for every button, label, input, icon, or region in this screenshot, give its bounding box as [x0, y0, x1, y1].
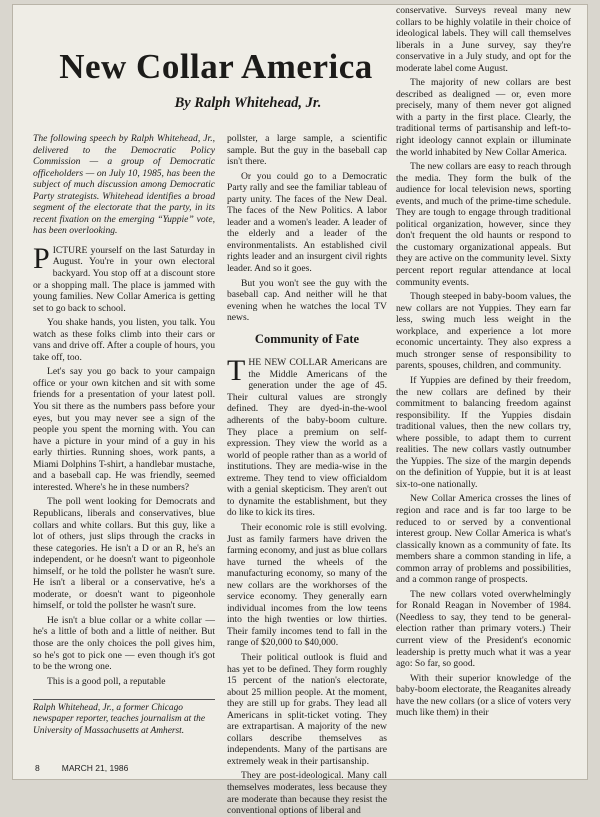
column-1	[33, 133, 215, 687]
paragraph: Their political outlook is fluid and has yet to be defined. They form roughly 15 percent of the nation's electorate, about 25 million people. At the moment, they are still up for grabs. They lead all Americans in split-ticket voting. They are extrapartisan. A majority of the new collars describe themselves as independents. Many of the partisans are extremely weak in their partisanship.	[227, 651, 387, 767]
paragraph: The new collars are easy to reach through the media. They form the bulk of the audience for local television news, sporting events, and much of the prime-time schedule. They are tough to engage through traditional political organization, however, since they don't frequent the old haunts or respond to the customary organizational appeals. But they are active on the community level. Sixty percent report regular attendance at local community events.	[396, 161, 571, 288]
article-byline: By Ralph Whitehead, Jr.	[174, 95, 322, 111]
paragraph: New Collar America crosses the lines of region and race and is far too large to be reduced to or served by a conventional interest group. New Collar America is what's classically known as a community of fate. Its members share a common standing in life, a common array of problems and possibilities, and a common range of prospects.	[396, 493, 571, 586]
paragraph: The new collars voted overwhelmingly for Ronald Reagan in November of 1984. (Needless to say, they tend to be general-election rather than primary voters.) Their current view of the President's economic leadership is pretty much what it was a year ago: So far, so good.	[396, 588, 571, 670]
article-title: New Collar America	[59, 47, 373, 86]
paragraph: Let's say you go back to your campaign office or your own kitchen and sit with some friends for a presentation of your latest poll. You sit there as the numbers pass before your eyes, but you may never see a sign of the people you spent the morning with. You can have a picture in your mind of a guy in his early thirties. Running shoes, work pants, a Miami Dolphins T-shirt, a handlebar mustache, and a baseball cap. He was friendly, seemed interested. Where's he in these numbers?	[33, 366, 215, 493]
paragraph: If Yuppies are defined by their freedom, the new collars are defined by their commitment to balancing freedom against responsibility. If the Yuppies disdain traditional values, then the new collars try, where possible, to adapt them to current realities. The new collars vastly outnumber the Yuppies. The size of the margin depends on the definition of Yuppie, but it is at least six-to-one nationally.	[396, 374, 571, 490]
intro-text: The following speech by Ralph Whitehead, Jr., delivered to the Democratic Policy Commission — a group of Democratic officeholders — on July 10, 1985, has been the subject of much discussion among Democratic Party strategists. Whitehead identifies a broad segment of the electorate that the party, in its recent fixation on the emerging “Yuppie” vote, has been overlooking.	[33, 133, 215, 237]
author-bio: Ralph Whitehead, Jr., a former Chicago newspaper reporter, teaches journalism at the University of Massachusetts at Amherst.	[33, 703, 206, 736]
paragraph: The poll went looking for Democrats and Republicans, liberals and conservatives, blue collars and white collars. But this guy, like a lot of others, just slips through the cracks in these categories. He isn't a D or an R, he's an independent, or he doesn't want to pigeonhole himself, or he told the pollster he wasn't sure. He isn't a liberal or a conservative, he's a moderate, or doesn't want to pigeonhole himself, or told the pollster he wasn't sure.	[33, 496, 215, 612]
paragraph: The majority of new collars are best described as dealigned — or, even more precisely, many of them never got aligned with a party in the first place. Clearly, the traditional terms of partisanship and left-to-right ideology cannot explain or illuminate the world inhabited by New Collar America.	[396, 77, 571, 158]
drop-cap: P	[33, 241, 50, 275]
page-footer	[35, 763, 128, 773]
column-3	[396, 5, 571, 719]
section-first-paragraph	[227, 354, 387, 519]
drop-cap: T	[227, 354, 246, 388]
issue-date: MARCH 21, 1986	[61, 763, 129, 773]
paragraph: With their superior knowledge of the baby-boom electorate, the Reaganites already have the new collars (or a slice of voters very much like them) in their	[396, 672, 572, 719]
paragraph: But you won't see the guy with the baseball cap. And neither will he that evening when he watches the local TV news.	[227, 277, 387, 324]
page-number: 8	[35, 763, 40, 773]
paragraph-text: ICTURE yourself on the last Saturday in August. You're in your own electoral backyard. You stop off at a discount store or a shopping mall. The place is jammed with young families. New Collar America is getting set to go back to school.	[33, 244, 215, 314]
bio-divider	[33, 699, 215, 700]
column-2	[227, 133, 387, 817]
paragraph: You shake hands, you listen, you talk. You watch as these folks climb into their cars or vans and drive off. After a couple of hours, you take off, too.	[33, 317, 215, 363]
paragraph-text: HE NEW COLLAR Americans are the Middle Americans of the generation under the age of 45. Their cultural values are strongly defined. They are dyed-in-the-wool adherents of the baby-boom culture. They place a premium on self-expression. They view the world as a world of people rather than as a world of institutions. They are media-wise in the extreme. They tend to view officialdom with a genial skepticism. They aren't out to dynamite the establishment, but they do like to kick its tires.	[227, 357, 387, 519]
paragraph: Their economic role is still evolving. Just as family farmers have driven the farming economy, and just as blue collars have turned the wheels of the manufacturing economy, so many of the new collars are the workhorses of the service economy. They generally earn individual incomes from the low teens into the high twenties or low thirties. Their family incomes tend to fall in the range of $20,000 to $40,000.	[227, 521, 387, 649]
paragraph: He isn't a blue collar or a white collar — he's a little of both and a little of neither. But those are the only choices the poll gives him, so he's got to pick one — even though it's got to be the wrong one.	[33, 614, 215, 673]
paragraph: pollster, a large sample, a scientific sample. But the guy in the baseball cap isn't there.	[227, 133, 387, 168]
paragraph: They are post-ideological. Many call themselves moderates, less because they are moderate than because they resist the conventional options of liberal and	[227, 770, 387, 817]
section-subhead: Community of Fate	[254, 331, 360, 346]
paragraph: Or you could go to a Democratic Party rally and see the familiar tableau of party unity. The faces of the New Deal. The faces of the New Politics. A labor leader and a women's leader. A leader of the elderly and a leader of the environmentalists. An established civil rights leader and an insurgent civil rights leader. And so it goes.	[227, 170, 387, 275]
magazine-page	[12, 4, 588, 817]
first-paragraph	[33, 241, 215, 314]
paragraph: conservative. Surveys reveal many new collars to be highly volatile in their choice of ideological labels. They will call themselves liberals in a June survey, say they're conservative in a July study, and opt for the moderate label come August.	[396, 5, 571, 74]
paragraph: Though steeped in baby-boom values, the new collars are not Yuppies. They earn far less, swing much less weight in the workplace, and experience a lot more economic uncertainty. They also express a much stronger sense of responsibility to parents, spouses, children, and community.	[396, 291, 571, 372]
paragraph: This is a good poll, a reputable	[47, 675, 166, 687]
